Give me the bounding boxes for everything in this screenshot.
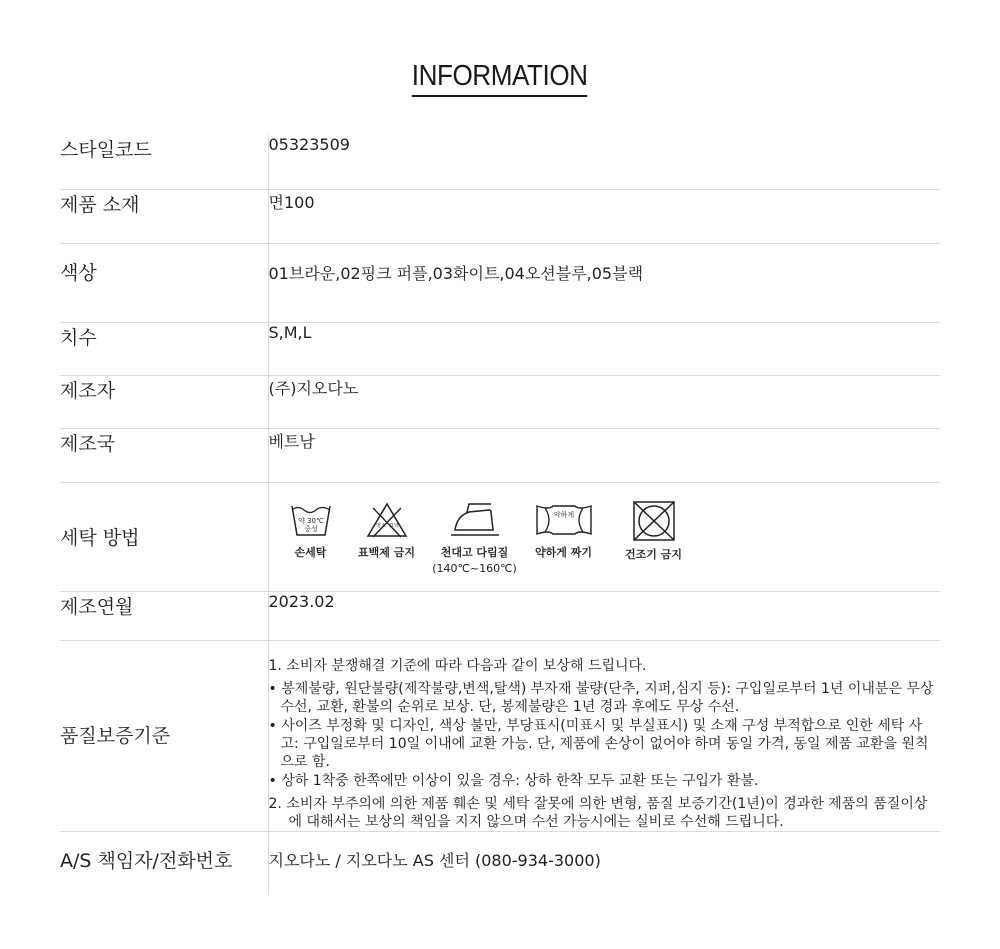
no-bleach-icon <box>365 500 409 540</box>
quality-bullet: • 상하 1착중 한쪽에만 이상이 있을 경우: 상하 한착 모두 교환 또는 구입가 환불. <box>268 772 759 789</box>
row-value: 면100 <box>268 192 315 212</box>
row-label: 품질보증기준 <box>60 640 268 831</box>
table-row <box>60 375 940 428</box>
row-value: (주)지오다노 <box>268 378 359 398</box>
table-row <box>60 135 940 189</box>
wash-caption: 천대고 다림질 <box>440 545 509 559</box>
wash-icons-cell <box>268 482 940 591</box>
wash-caption: 건조기 금지 <box>625 547 682 561</box>
wash-caption: 손세탁 <box>294 545 327 559</box>
product-info-table <box>60 135 940 895</box>
wash-item <box>533 500 595 560</box>
wash-temp-range: (140℃~160℃) <box>432 561 517 575</box>
table-row <box>60 482 940 591</box>
page-title: INFORMATION <box>412 58 588 97</box>
quality-bullet: • 사이즈 부정확 및 디자인, 색상 불만, 부당표시(미표시 및 부실표시) 및 소재 구성 부적합으로 인한 세탁 사고: 구입일로부터 10일 이내에 교환 가능. 단, 제품에 손상이 없어야 하며 동일 가격, 동일 제품 교환을 원칙으로 함. <box>268 717 929 770</box>
row-label: 제조연월 <box>60 591 268 640</box>
gentle-wring-icon <box>533 500 595 540</box>
svg-text:표백: 표백 <box>388 522 399 529</box>
wash-item <box>359 500 415 560</box>
row-value: 지오다노 / 지오다노 AS 센터 (080-934-3000) <box>268 850 601 870</box>
svg-text:중성: 중성 <box>303 524 318 533</box>
svg-text:염소: 염소 <box>375 522 386 529</box>
svg-text:약 30℃: 약 30℃ <box>297 516 324 525</box>
table-row <box>60 189 940 243</box>
row-value: 01브라운,02핑크 퍼플,03화이트,04오션블루,05블랙 <box>268 263 644 283</box>
table-row <box>60 831 940 895</box>
iron-with-cloth-icon <box>449 500 501 540</box>
svg-text:약하게: 약하게 <box>553 510 574 519</box>
row-label: 제품 소재 <box>60 189 268 243</box>
quality-item: 2. 소비자 부주의에 의한 제품 훼손 및 세탁 잘못에 의한 변형, 품질 보증기간(1년)이 경과한 제품의 품질이상에 대해서는 보상의 책임을 지지 않으며 수선 가능시에는 실비로 수선해 드립니다. <box>268 795 928 830</box>
row-value: 05323509 <box>268 135 350 154</box>
quality-guarantee-text <box>269 641 941 831</box>
row-value: S,M,L <box>268 322 312 342</box>
quality-item: 1. 소비자 분쟁해결 기준에 따라 다음과 같이 보상해 드립니다. <box>268 657 647 674</box>
row-label: 치수 <box>60 322 268 375</box>
quality-guarantee-cell <box>268 640 940 831</box>
quality-bullet: • 봉제불량, 원단불량(제작불량,변색,탈색) 부자재 불량(단추, 지퍼,심지 등): 구입일로부터 1년 이내분은 무상수선, 교환, 환불의 순위로 보상. 단, 봉제불량은 1년 경과 후에도 무상 수선. <box>268 680 934 715</box>
wash-caption: 표백제 금지 <box>358 545 415 559</box>
row-label: 색상 <box>60 243 268 322</box>
table-row <box>60 428 940 482</box>
wash-item <box>623 500 685 562</box>
wash-item <box>289 500 333 560</box>
row-label: 제조자 <box>60 375 268 428</box>
row-label: 세탁 방법 <box>60 482 268 591</box>
row-label: 스타일코드 <box>60 135 268 189</box>
table-row <box>60 640 940 831</box>
wash-icons <box>289 483 941 575</box>
no-tumble-dry-icon <box>631 500 677 542</box>
table-row <box>60 322 940 375</box>
wash-item <box>432 500 517 575</box>
hand-wash-icon <box>289 500 333 540</box>
row-value: 베트남 <box>268 431 315 451</box>
title-wrap <box>0 58 1000 97</box>
row-label: 제조국 <box>60 428 268 482</box>
row-label: A/S 책임자/전화번호 <box>60 831 268 895</box>
table-row <box>60 243 940 322</box>
row-value: 2023.02 <box>268 591 335 611</box>
table-row <box>60 591 940 640</box>
wash-caption: 약하게 짜기 <box>535 545 592 559</box>
